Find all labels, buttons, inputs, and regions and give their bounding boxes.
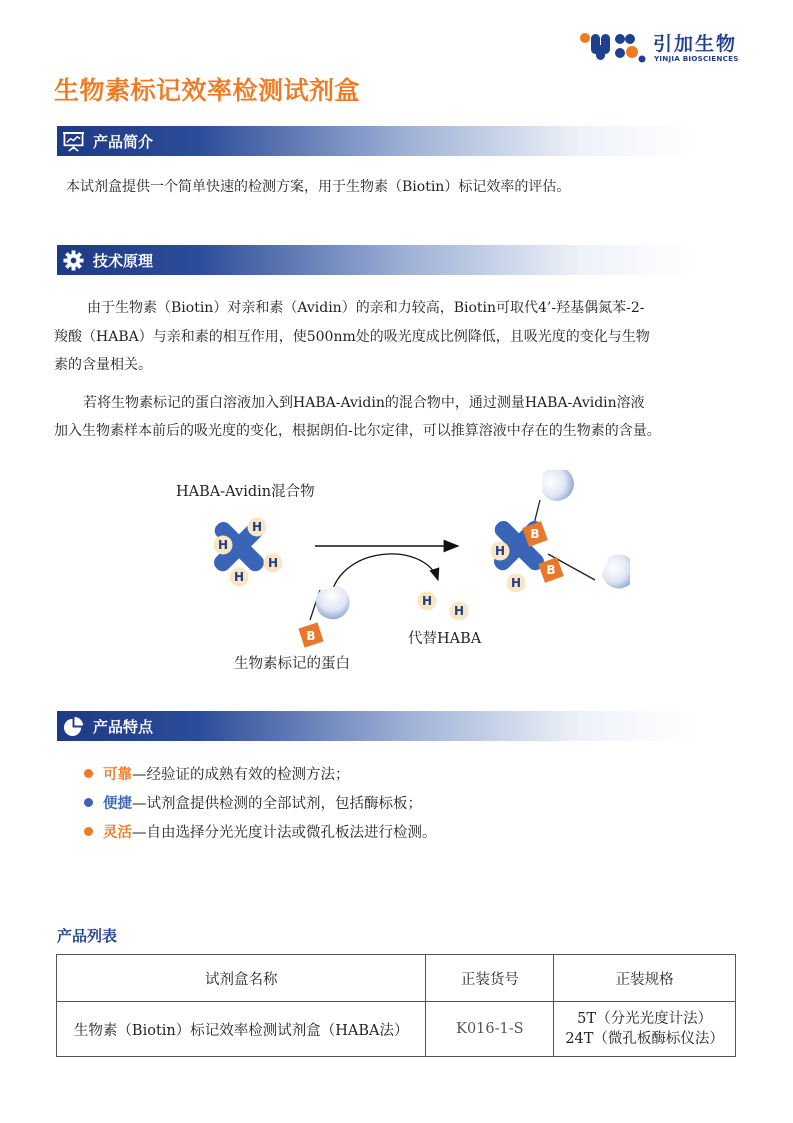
kit-name-cell: 生物素（Biotin）标记效率检测试剂盒（HABA法） (57, 1002, 426, 1057)
feature-keyword: 便捷 (103, 796, 132, 812)
haba-h-label: H (421, 594, 433, 608)
biotinylated-protein (298, 579, 356, 648)
column-header-spec: 正装规格 (554, 955, 736, 1002)
logo-chinese-name: 引加生物 (653, 33, 738, 55)
biotin-b-label: B (530, 527, 540, 541)
mechanism-diagram (170, 470, 630, 680)
section-header-features (57, 711, 695, 741)
haba-h-label: H (494, 544, 506, 558)
presentation-board-icon (63, 131, 84, 152)
product-list-title: 产品列表 (57, 927, 118, 945)
section-title-intro: 产品简介 (93, 133, 154, 151)
spec-cell (554, 1002, 736, 1057)
feature-description: —试剂盒提供检测的全部试剂，包括酶标板； (132, 796, 422, 812)
company-logo (580, 30, 760, 66)
biotin-b-label: B (546, 563, 556, 577)
product-table (56, 954, 736, 1057)
catalog-number-cell: K016-1-S (426, 1002, 554, 1057)
released-haba (418, 592, 469, 621)
diagram-graphic (170, 470, 630, 680)
section-header-principle (57, 245, 695, 275)
bullet-icon (84, 827, 93, 836)
biotin-b-label: B (306, 629, 316, 643)
pie-chart-icon (63, 716, 84, 737)
logo-english-name: YINJIA BIOSCIENCES (654, 54, 739, 63)
principle-para1-line2: 羧酸（HABA）与亲和素的相互作用，使500nm处的吸光度成比例降低，且吸光度的变化与生物 (54, 329, 650, 345)
avidin-biotin-complex (491, 470, 631, 593)
spec-line-2: 24T（微孔板酶标仪法） (565, 1031, 724, 1047)
column-header-catalog-no: 正装货号 (426, 955, 554, 1002)
haba-h-label: H (233, 570, 245, 584)
bullet-icon (84, 769, 93, 778)
haba-h-label: H (251, 520, 263, 534)
feature-description: —经验证的成熟有效的检测方法； (132, 767, 350, 783)
section-title-principle: 技术原理 (93, 252, 154, 270)
label-biotinylated-protein: 生物素标记的蛋白 (234, 656, 350, 672)
label-replaced-haba: 代替HABA (408, 631, 482, 647)
page-title: 生物素标记效率检测试剂盒 (54, 76, 361, 105)
principle-para2-line2: 加入生物素样本前后的吸光度的变化，根据朗伯-比尔定律，可以推算溶液中存在的生物素的含量。 (54, 423, 661, 439)
logo-mark-icon (580, 30, 650, 64)
intro-text: 本试剂盒提供一个简单快速的检测方案，用于生物素（Biotin）标记效率的评估。 (66, 179, 571, 195)
haba-h-label: H (217, 538, 229, 552)
feature-keyword: 灵活 (103, 825, 132, 841)
section-header-intro (57, 126, 695, 156)
haba-h-label: H (267, 556, 279, 570)
feature-description: —自由选择分光光度计法或微孔板法进行检测。 (132, 825, 437, 841)
spec-line-1: 5T（分光光度计法） (577, 1011, 713, 1027)
table-row (57, 1002, 736, 1057)
table-header-row (57, 955, 736, 1002)
column-header-kit-name: 试剂盒名称 (57, 955, 426, 1002)
haba-h-label: H (453, 604, 465, 618)
bullet-icon (84, 798, 93, 807)
principle-para2-line1: 若将生物素标记的蛋白溶液加入到HABA-Avidin的混合物中，通过测量HABA-Avidin溶液 (83, 395, 645, 411)
section-title-features: 产品特点 (93, 718, 154, 736)
principle-para1-line3: 素的含量相关。 (54, 357, 152, 373)
feature-keyword: 可靠 (103, 767, 132, 783)
principle-para1-line1: 由于生物素（Biotin）对亲和素（Avidin）的亲和力较高，Biotin可取代4’-羟基偶氮苯-2- (87, 300, 645, 316)
label-haba-avidin-mix: HABA-Avidin混合物 (176, 484, 315, 500)
gear-icon (63, 250, 84, 271)
haba-h-label: H (510, 576, 522, 590)
